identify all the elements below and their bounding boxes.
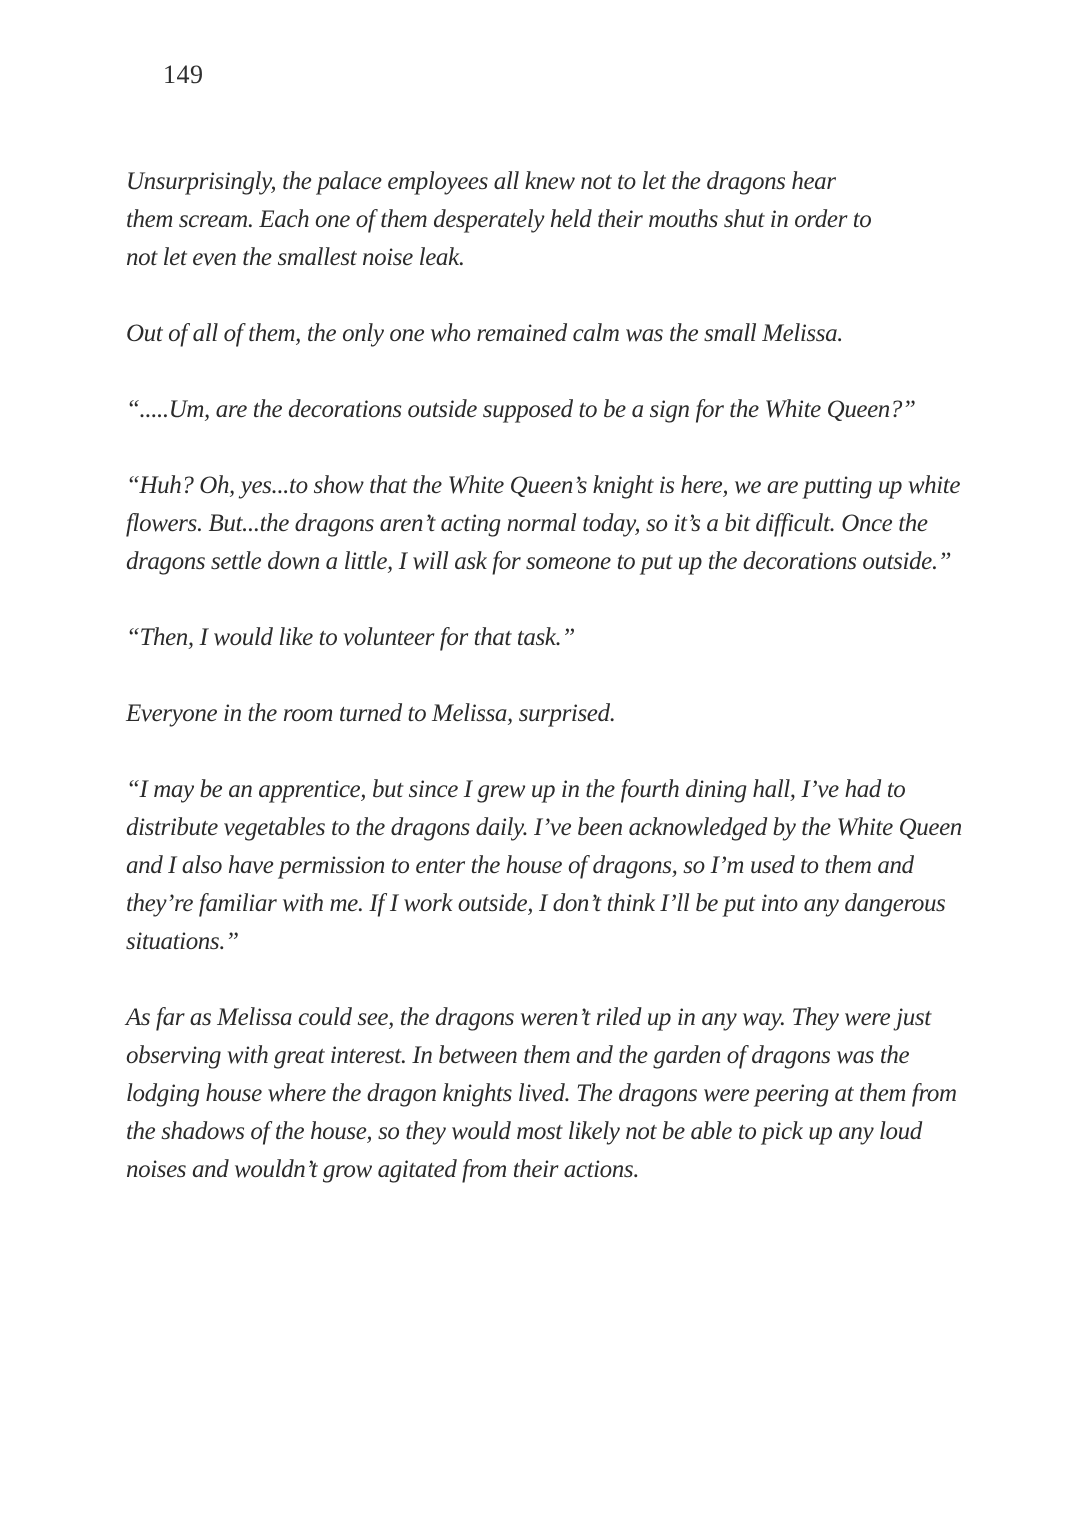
- paragraph: [126, 467, 1006, 581]
- text-line: Unsurprisingly, the palace employees all knew not to let the dragons hear: [126, 168, 836, 195]
- text-line: “I may be an apprentice, but since I grew up in the fourth dining hall, I’ve had to: [126, 776, 906, 803]
- paragraph: [126, 999, 1006, 1189]
- text-line: not let even the smallest noise leak.: [126, 244, 465, 271]
- paragraph: [126, 391, 1006, 429]
- text-line: Out of all of them, the only one who remained calm was the small Melissa.: [126, 320, 844, 347]
- text-line: “Then, I would like to volunteer for that task.”: [126, 624, 575, 651]
- text-line: observing with great interest. In between them and the garden of dragons was the: [126, 1042, 910, 1069]
- paragraph: [126, 163, 1006, 277]
- text-line: they’re familiar with me. If I work outside, I don’t think I’ll be put into any dangerous: [126, 890, 946, 917]
- text-body: [126, 163, 1006, 1189]
- text-line: “Huh? Oh, yes...to show that the White Queen’s knight is here, we are putting up white: [126, 472, 961, 499]
- text-line: distribute vegetables to the dragons daily. I’ve been acknowledged by the White Queen: [126, 814, 962, 841]
- paragraph: [126, 771, 1006, 961]
- text-line: As far as Melissa could see, the dragons weren’t riled up in any way. They were just: [126, 1004, 931, 1031]
- page-number: 149: [163, 60, 204, 89]
- text-line: and I also have permission to enter the house of dragons, so I’m used to them and: [126, 852, 914, 879]
- text-line: the shadows of the house, so they would most likely not be able to pick up any loud: [126, 1118, 922, 1145]
- text-line: dragons settle down a little, I will ask for someone to put up the decorations outside.”: [126, 548, 952, 575]
- text-line: lodging house where the dragon knights lived. The dragons were peering at them from: [126, 1080, 957, 1107]
- text-line: situations.”: [126, 928, 239, 955]
- text-line: “.....Um, are the decorations outside supposed to be a sign for the White Queen?”: [126, 396, 916, 423]
- text-line: flowers. But...the dragons aren’t acting normal today, so it’s a bit difficult. Once the: [126, 510, 928, 537]
- paragraph: [126, 619, 1006, 657]
- paragraph: [126, 315, 1006, 353]
- text-line: noises and wouldn’t grow agitated from their actions.: [126, 1156, 640, 1183]
- text-line: Everyone in the room turned to Melissa, surprised.: [126, 700, 616, 727]
- text-line: them scream. Each one of them desperately held their mouths shut in order to: [126, 206, 872, 233]
- paragraph: [126, 695, 1006, 733]
